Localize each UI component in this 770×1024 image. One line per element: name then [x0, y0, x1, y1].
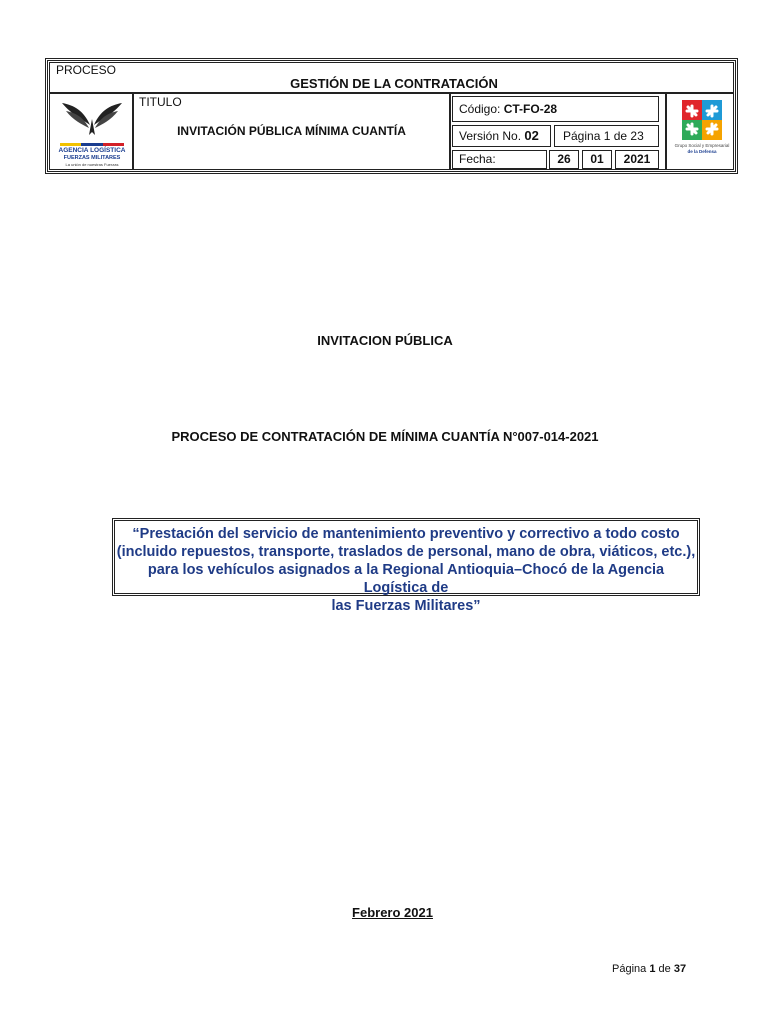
document-heading: INVITACION PÚBLICA [317, 333, 453, 348]
codigo-value: CT-FO-28 [503, 102, 558, 116]
star-figures-icon [682, 100, 722, 140]
object-line: (incluido repuestos, transporte, traslados de personal, mano de obra, viáticos, etc.), [116, 544, 696, 560]
footer-page-current: 1 [649, 963, 656, 975]
footer-page-label: Página [612, 963, 647, 975]
logo-right-text1: Grupo Social y Empresarial [674, 143, 730, 148]
logo-left-text2: FUERZAS MILITARES [63, 155, 121, 161]
contract-object-box [112, 518, 700, 614]
object-line: las Fuerzas Militares” [331, 598, 481, 614]
fecha-day: 26 [557, 152, 571, 166]
agencia-logistica-logo [56, 97, 128, 167]
titulo-label: TITULO [139, 95, 182, 109]
footer-page-total: 37 [673, 963, 687, 975]
codigo-label: Código: [459, 102, 501, 116]
gsed-logo [674, 100, 730, 166]
titulo-value: INVITACIÓN PÚBLICA MÍNIMA CUANTÍA [177, 124, 406, 138]
fecha-month: 01 [590, 152, 604, 166]
version-label: Versión No. [459, 129, 522, 143]
version-value: 02 [524, 128, 539, 143]
proceso-value: GESTIÓN DE LA CONTRATACIÓN [290, 76, 498, 91]
fecha-year: 2021 [623, 152, 651, 166]
document-date: Febrero 2021 [352, 905, 433, 920]
logo-left-text3: La unión de nuestras Fuerzas [65, 162, 119, 167]
fecha-label: Fecha: [459, 152, 496, 166]
logo-right-text2: de la Defensa [687, 149, 717, 154]
object-line: “Prestación del servicio de mantenimiento preventivo y correctivo a todo costo [132, 526, 680, 542]
footer-page-number [612, 963, 686, 975]
object-line: para los vehículos asignados a la Regional Antioquia–Chocó de la Agencia Logística de [147, 562, 665, 596]
logo-left-text1: AGENCIA LOGÍSTICA [58, 147, 126, 154]
process-title: PROCESO DE CONTRATACIÓN DE MÍNIMA CUANTÍA N°007-014-2021 [171, 429, 599, 444]
wings-icon [56, 97, 128, 137]
pagina-text: Página 1 de 23 [563, 129, 644, 143]
footer-page-of: de [658, 963, 671, 975]
proceso-label: PROCESO [56, 63, 117, 77]
